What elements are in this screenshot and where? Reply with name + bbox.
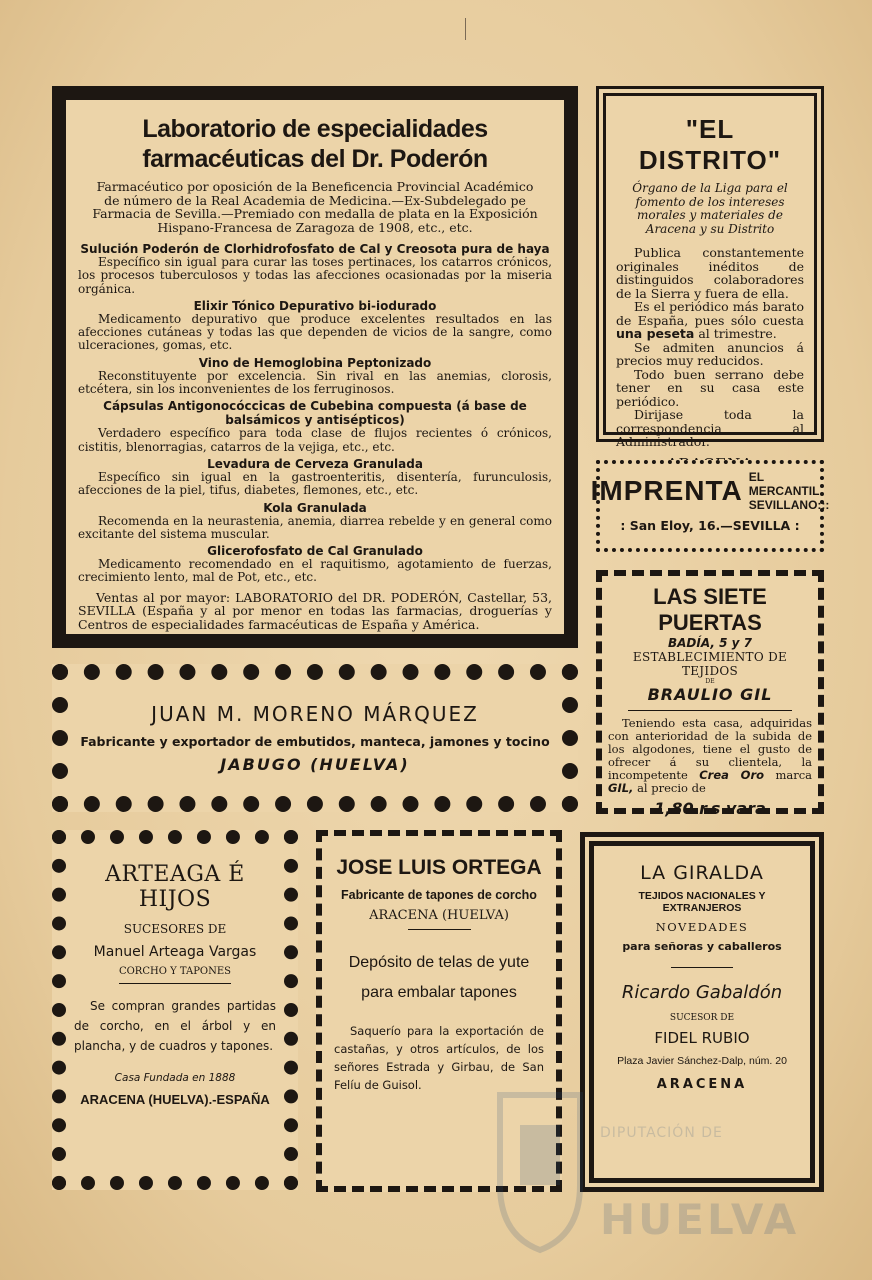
distrito-p3: Se admiten anuncios á precios muy reducidos. (616, 339, 804, 368)
lab-product-name: Sulución Poderón de Clorhidrofosfato de Cal y Creosota pura de haya (80, 242, 550, 256)
imprenta-address: : San Eloy, 16.—SEVILLA : (620, 518, 800, 533)
lab-footer: Ventas al por mayor: LABORATORIO del DR. PODERÓN, Castellar, 53, SEVILLA (España y al por menor en todas las farmacias, droguerías y Centros de especialidades farmacéuticas de España y América. (78, 589, 552, 632)
siete-price: 1,80 r.s vara (654, 799, 766, 818)
giralda-place: ARACENA (656, 1077, 748, 1092)
giralda-address: Plaza Javier Sánchez-Dalp, núm. 20 (617, 1055, 787, 1067)
ortega-line2: para embalar tapones (361, 984, 517, 1001)
siete-de: DE (705, 678, 715, 685)
moreno-desc: Fabricante y exportador de embutidos, manteca, jamones y tocino (80, 734, 550, 749)
arteaga-place: ARACENA (HUELVA).-ESPAÑA (80, 1092, 270, 1107)
giralda-ad (580, 832, 824, 1192)
ortega-ad (316, 830, 562, 1192)
distrito-p2c: al trimestre. (698, 326, 777, 341)
lab-intro: Farmacéutico por oposición de la Beneficencia Provincial Académico de número de la Real Academia de Medicina.—Ex-Subdelegado pe Farmacia de Sevilla.—Premiado con medalla de plata en la Exposición Hispano-Francesa de Zaragoza de 1908, etc., etc. (92, 179, 538, 235)
lab-product-desc: Reconstituyente por excelencia. Sin rival en las anemias, clorosis, etcétera, sin los inconvenientes de los ferruginosos. (78, 368, 552, 397)
ortega-line1: Depósito de telas de yute (348, 954, 530, 971)
lab-product-desc: Específico sin igual para curar las toses pertinaces, los catarros crónicos, los procesos tuberculosos y todas las afecciones ocasionadas por la miseria orgánica. (78, 255, 552, 296)
siete-brand: Crea Oro (699, 768, 765, 782)
lab-product-desc: Verdadero específico para toda clase de flujos recientes ó crónicos, cistitis, blenorragias, catarros de la vejiga, etc., etc. (78, 426, 552, 454)
fold-mark (465, 18, 466, 40)
arteaga-founded: Casa Fundada en 1888 (114, 1072, 236, 1084)
distrito-p2a: Es el periódico más barato de España, pues sólo cuesta (616, 299, 804, 328)
distrito-p4: Todo buen serrano debe tener en su casa este periódico. (616, 366, 804, 409)
ortega-place: ARACENA (HUELVA) (369, 908, 509, 923)
lab-product-name: Cápsulas Antigonocóccicas de Cubebina compuesta (á base de balsámicos y antisépticos) (103, 399, 527, 428)
lab-product-desc: Medicamento recomendado en el raquitismo, agotamiento de fuerzas, crecimiento lento, mal de Pot, etc., etc. (78, 557, 552, 585)
giralda-prev: FIDEL RUBIO (654, 1029, 750, 1047)
arteaga-title: ARTEAGA É HIJOS (105, 862, 245, 912)
giralda-succ: SUCESOR DE (669, 1013, 735, 1023)
giralda-owner: Ricardo Gabaldón (621, 982, 783, 1003)
lab-product-name: Glicerofosfato de Cal Granulado (207, 544, 423, 559)
ortega-name: JOSE LUIS ORTEGA (336, 856, 542, 879)
siete-body1: Teniendo esta casa, adquiridas con anterioridad de la subida de los algodones, tiene el gusto de ofrecer á su clientela, la incompetente (608, 716, 812, 782)
lab-product-name: Levadura de Cerveza Granulada (207, 456, 423, 471)
arteaga-ad (52, 830, 298, 1190)
arteaga-succ: SUCESORES DE (123, 922, 227, 936)
lab-product-name: Vino de Hemoglobina Peptonizado (198, 355, 432, 370)
moreno-place: JABUGO (HUELVA) (220, 755, 410, 774)
arteaga-person: Manuel Arteaga Vargas (93, 944, 257, 960)
lab-product-name: Kola Granulada (263, 500, 367, 515)
arteaga-body: Se compran grandes partidas de corcho, en el árbol y en plancha, y de cuadros y tapones. (74, 999, 276, 1053)
siete-body2: marca (775, 768, 813, 782)
ortega-desc: Fabricante de tapones de corcho (341, 888, 537, 902)
giralda-sub: TEJIDOS NACIONALES Y EXTRANJEROS (638, 890, 766, 914)
siete-brand2: GIL, (608, 781, 634, 795)
lab-product-desc: Recomenda en la neurastenia, anemia, diarrea rebelde y en general como excitante del sistema muscular. (78, 513, 552, 541)
ortega-body: Saquerío para la exportación de castañas, y otros artículos, de los señores Estrada y Girbau, de San Felíu de Guisol. (334, 1024, 544, 1092)
distrito-title: "EL DISTRITO" (638, 114, 782, 175)
giralda-for: para señoras y caballeros (622, 940, 782, 953)
distrito-p2b: una peseta (616, 326, 695, 341)
siete-est: ESTABLECIMIENTO DE TEJIDOS (632, 650, 788, 678)
giralda-title: LA GIRALDA (640, 862, 764, 884)
siete-body (608, 717, 812, 795)
lab-product-desc: Medicamento depurativo que produce excelentes resultados en las afecciones cutáneas y todas las que dependen de vicios de la sangre, como ulceraciones, gomas, etc. (78, 311, 552, 353)
lab-title: Laboratorio de especialidades farmacéuticas del Dr. Poderón (142, 115, 488, 173)
siete-title: LAS SIETE PUERTAS (653, 584, 767, 635)
siete-ad (596, 570, 824, 818)
siete-owner: BRAULIO GIL (647, 685, 773, 704)
imprenta-name2: SEVILLANO::: (748, 498, 830, 512)
lab-ad (52, 86, 578, 648)
moreno-ad (52, 664, 578, 812)
distrito-subtitle: Órgano de la Liga para el fomento de los intereses morales y materiales de Aracena y su Distrito (632, 181, 788, 236)
giralda-novedades: NOVEDADES (655, 920, 749, 934)
distrito-p2 (616, 300, 804, 341)
lab-products (78, 242, 552, 585)
distrito-p1: Publica constantemente originales inéditos de distinguidos colaboradores de la Sierra y fuera de ella. (616, 245, 804, 301)
lab-product-desc: Específico sin igual en la gastroenteritis, disentería, furunculosis, afecciones de la piel, tifus, diabetes, flemones, etc., etc. (78, 469, 552, 498)
siete-body3: al precio de (637, 781, 706, 795)
distrito-ad (596, 86, 824, 449)
imprenta-word: IMPRENTA (590, 475, 743, 506)
imprenta-ad (590, 460, 830, 552)
imprenta-name1: EL MERCANTIL (748, 470, 820, 498)
siete-address: BADÍA, 5 y 7 (668, 636, 752, 650)
lab-product-name: Elixir Tónico Depurativo bi-iodurado (193, 298, 437, 313)
moreno-name: JUAN M. MORENO MÁRQUEZ (151, 702, 479, 726)
arteaga-trade: CORCHO Y TAPONES (118, 966, 232, 977)
watermark-text: HUELVA (600, 1195, 800, 1244)
distrito-p5: Dirijase toda la correspondencia al Administrador. (616, 407, 804, 449)
